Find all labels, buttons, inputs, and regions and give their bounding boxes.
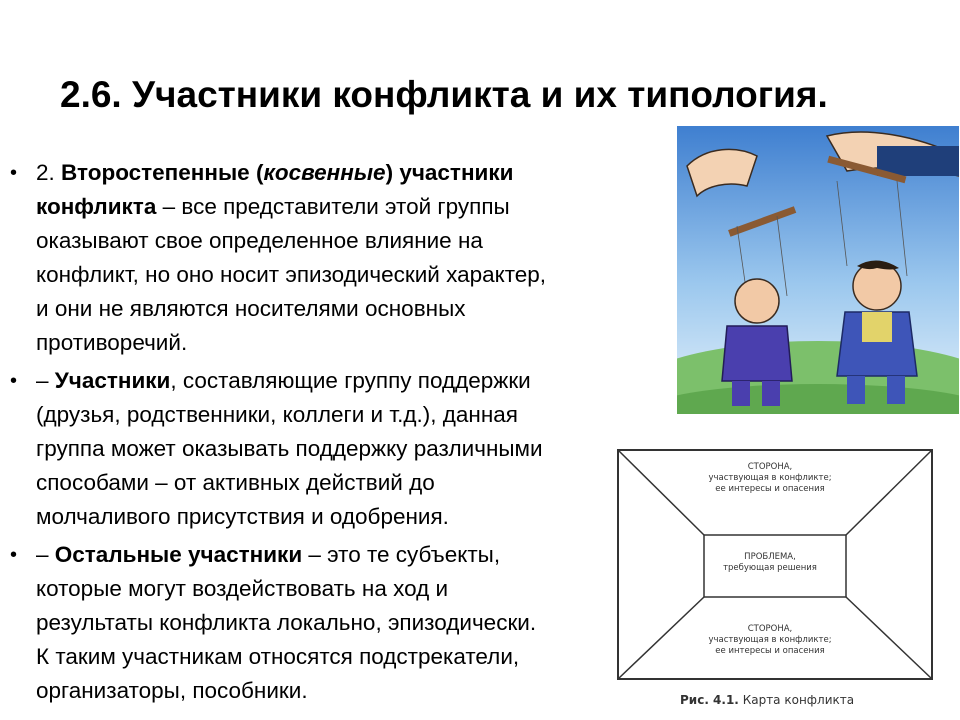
bullet-line xyxy=(36,500,650,534)
text-run: ) участники xyxy=(385,160,514,185)
text-run: конфликт, но оно носит эпизодический характер, xyxy=(36,262,547,287)
bullet-line xyxy=(36,292,650,326)
conflict-map-center-label xyxy=(700,552,840,574)
figure-title: Карта конфликта xyxy=(742,693,855,707)
puppet-illustration xyxy=(677,126,959,414)
text-run: – все представители этой группы xyxy=(156,194,510,219)
bullet-text xyxy=(36,364,650,534)
map-center-line-1: ПРОБЛЕМА, xyxy=(744,552,796,562)
bullet-text xyxy=(36,156,650,360)
map-bottom-line-1: СТОРОНА, xyxy=(747,624,793,634)
bullet-secondary-participants xyxy=(10,156,650,360)
bullet-dot: • xyxy=(10,162,18,184)
bullet-other-participants xyxy=(10,538,650,708)
text-run: группа может оказывать поддержку различными xyxy=(36,436,543,461)
text-run: Участники xyxy=(54,368,171,393)
bullet-line xyxy=(36,606,650,640)
text-run: – xyxy=(36,368,55,393)
text-run: и они не являются носителями основных xyxy=(36,296,466,321)
bullet-line xyxy=(36,224,650,258)
bullet-text xyxy=(36,538,650,708)
bullet-line xyxy=(36,432,650,466)
figure-number: Рис. 4.1. xyxy=(680,693,739,707)
text-run: которые могут воздействовать на ход и xyxy=(36,576,449,601)
conflict-map-bottom-label xyxy=(695,624,845,657)
text-run: (друзья, родственники, коллеги и т.д.), данная xyxy=(36,402,518,427)
text-run: К таким участникам относятся подстрекатели, xyxy=(36,644,520,669)
text-run: способами – от активных действий до xyxy=(36,470,435,495)
figure-caption xyxy=(680,693,854,707)
bullet-line xyxy=(36,190,650,224)
bullet-line xyxy=(36,674,650,708)
bullet-line xyxy=(36,398,650,432)
text-run: – это те субъекты, xyxy=(302,542,501,567)
text-run: результаты конфликта локально, эпизодически. xyxy=(36,610,537,635)
bullet-line xyxy=(36,466,650,500)
bullet-line xyxy=(36,640,650,674)
map-center-line-2: требующая решения xyxy=(723,563,817,573)
bullet-list xyxy=(10,156,650,712)
bullet-line xyxy=(36,326,650,360)
text-run: Остальные участники xyxy=(54,542,303,567)
bullet-line xyxy=(36,572,650,606)
text-run: , составляющие группу поддержки xyxy=(170,368,531,393)
text-run: оказывают свое определенное влияние на xyxy=(36,228,483,253)
bullet-dot: • xyxy=(10,370,18,392)
bullet-line xyxy=(36,538,650,572)
map-bottom-line-2: участвующая в конфликте; xyxy=(708,635,832,645)
text-run: молчаливого присутствия и одобрения. xyxy=(36,504,449,529)
map-top-line-2: участвующая в конфликте; xyxy=(708,473,832,483)
text-run: конфликта xyxy=(36,194,157,219)
bullet-dot: • xyxy=(10,544,18,566)
bullet-line xyxy=(36,156,650,190)
conflict-map-top-label xyxy=(695,462,845,495)
text-run: – xyxy=(36,542,55,567)
text-run: противоречий. xyxy=(36,330,188,355)
text-run: Второстепенные ( xyxy=(61,160,264,185)
text-run: 2. xyxy=(36,160,62,185)
text-run: организаторы, пособники. xyxy=(36,678,308,703)
bullet-line xyxy=(36,258,650,292)
page-title: 2.6. Участники конфликта и их типология. xyxy=(60,74,828,115)
bullet-line xyxy=(36,364,650,398)
map-bottom-line-3: ее интересы и опасения xyxy=(715,646,825,656)
map-top-line-3: ее интересы и опасения xyxy=(715,484,825,494)
map-top-line-1: СТОРОНА, xyxy=(747,462,793,472)
bullet-support-group xyxy=(10,364,650,534)
text-run: косвенные xyxy=(263,160,386,185)
